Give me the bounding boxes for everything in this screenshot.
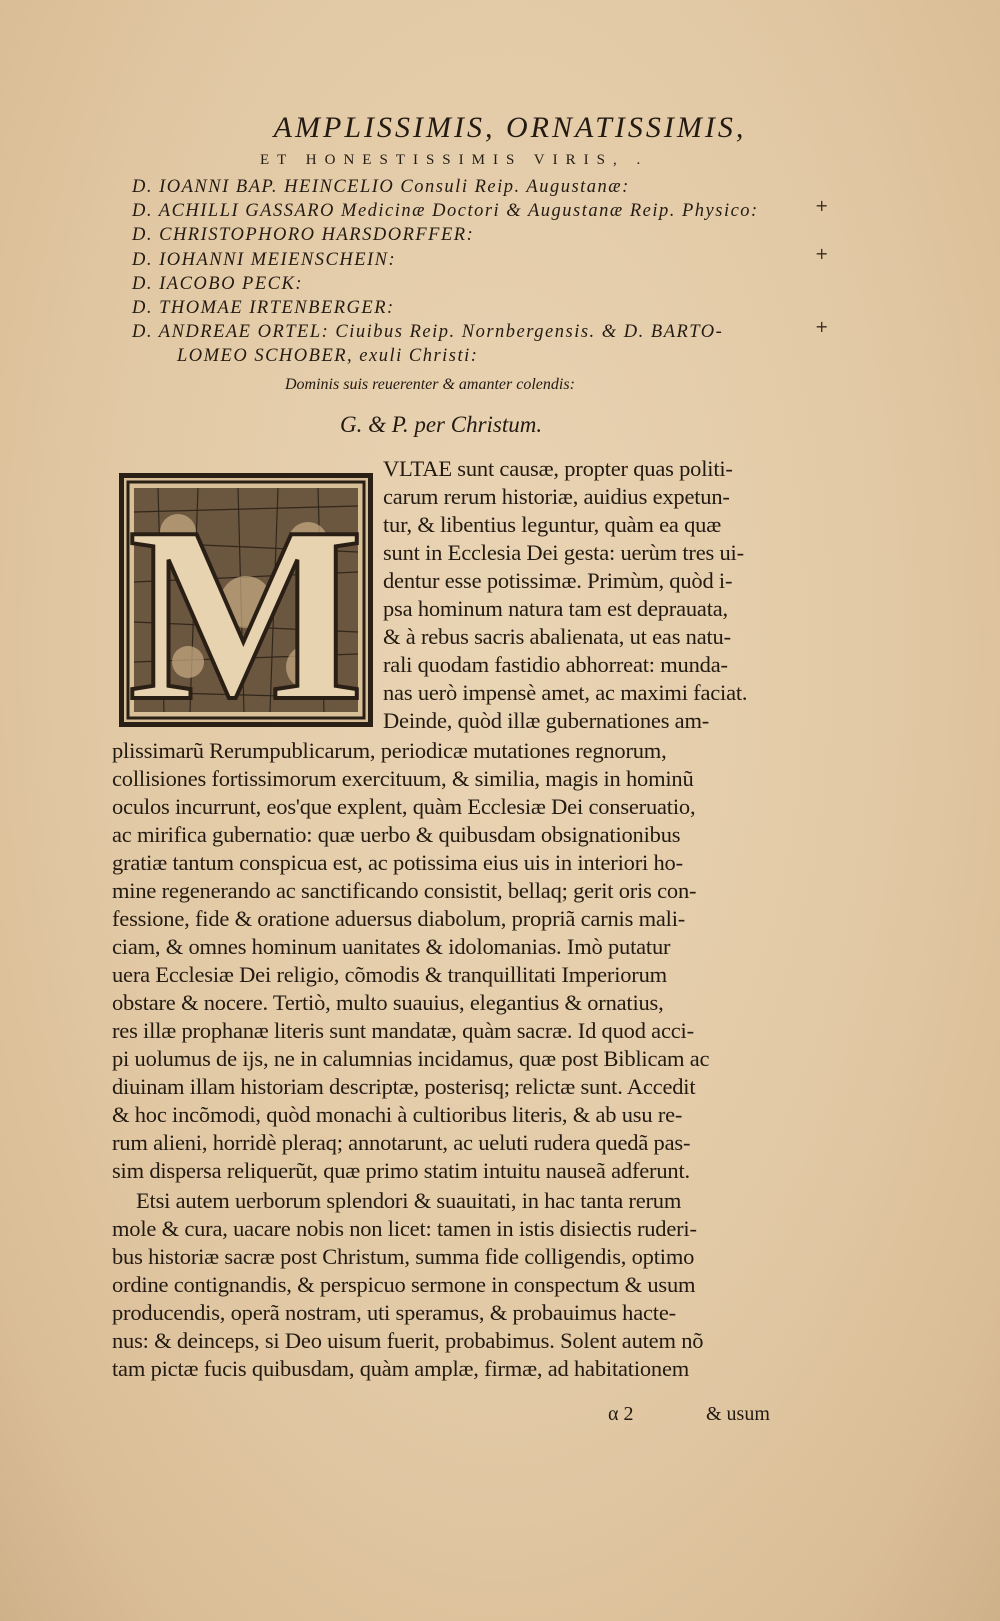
text-line: VLTAE sunt causæ, propter quas politi- (383, 456, 733, 481)
text-line: fessione, fide & oratione aduersus diabolum, propriã carnis mali- (112, 906, 686, 931)
dedication-title: AMPLISSIMIS, ORNATISSIMIS, (273, 111, 747, 144)
dedicatee: D. CHRISTOPHORO HARSDORFFER: (132, 225, 475, 246)
text-line: psa hominum natura tam est deprauata, (383, 596, 728, 621)
text-line: dentur esse potissimæ. Primùm, quòd i- (383, 568, 733, 593)
text-line: collisiones fortissimorum exercituum, & similia, magis in hominũ (112, 766, 694, 791)
text-line: gratiæ tantum conspicua est, ac potissima eius uis in interiori ho- (112, 850, 683, 875)
text-line: pi uolumus de ijs, ne in calumnias incidamus, quæ post Biblicam ac (112, 1046, 710, 1071)
dedicatee: D. THOMAE IRTENBERGER: (132, 298, 395, 319)
initial-letter: M (128, 476, 364, 728)
text-line: ciam, & omnes hominum uanitates & idolomanias. Imò putatur (112, 934, 671, 959)
marginal-mark: + (815, 244, 829, 263)
greeting-line: G. & P. per Christum. (340, 412, 543, 437)
text-line: res illæ prophanæ literis sunt mandatæ, quàm sacræ. Id quod acci- (112, 1018, 694, 1043)
text-line: producendis, operã nostram, uti speramus, & probauimus hacte- (112, 1300, 676, 1325)
text-line: ordine contignandis, & perspicuo sermone in conspectum & usum (112, 1272, 696, 1297)
text-line: mine regenerando ac sanctificando consistit, bellaq; gerit oris con- (112, 878, 697, 903)
text-line: ac mirifica gubernatio: quæ uerbo & quibusdam obsignationibus (112, 822, 681, 847)
text-line: & hoc incõmodi, quòd monachi à cultioribus literis, & ab usu re- (112, 1102, 683, 1127)
catchword: & usum (706, 1403, 770, 1425)
text-line: nas uerò impensè amet, ac maximi faciat. (383, 680, 748, 705)
signature-mark: α 2 (608, 1403, 634, 1425)
dedicatee: D. IOHANNI MEIENSCHEIN: (132, 249, 397, 270)
marginal-mark: + (815, 196, 829, 215)
dedication-salutation: Dominis suis reuerenter & amanter colendis: (285, 376, 575, 393)
text-line: tam pictæ fucis quibusdam, quàm amplæ, firmæ, ad habitationem (112, 1356, 690, 1381)
dedicatee: D. IOANNI BAP. HEINCELIO Consuli Reip. Augustanæ: (132, 177, 630, 197)
text-line: mole & cura, uacare nobis non licet: tamen in istis disiectis ruderi- (112, 1216, 697, 1241)
text-line: sim dispersa reliquerũt, quæ primo statim intuitu nauseã adferunt. (112, 1158, 690, 1183)
text-line: sunt in Ecclesia Dei gesta: uerùm tres ui- (383, 540, 744, 565)
dedication-subtitle: ET HONESTISSIMIS VIRIS, . (260, 152, 649, 168)
text-line: rum alieni, horridè pleraq; annotarunt, ac ueluti rudera quedã pas- (112, 1130, 691, 1155)
dedicatee: D. ANDREAE ORTEL: Ciuibus Reip. Nornbergensis. & D. BARTO- LOMEO SCHOBER, exuli Christi: (132, 322, 724, 367)
text-line: bus historiæ sacræ post Christum, summa fide colligendis, optimo (112, 1244, 695, 1269)
text-line: carum rerum historiæ, auidius expetun- (383, 484, 730, 509)
text-line: uera Ecclesiæ Dei religio, cõmodis & tranquillitati Imperiorum (112, 962, 667, 987)
text-line: tur, & libentius leguntur, quàm ea quæ (383, 512, 722, 537)
text-line: Deinde, quòd illæ gubernationes am- (383, 708, 710, 733)
text-line: obstare & nocere. Tertiò, multo suauius, elegantius & ornatius, (112, 990, 664, 1015)
text-line: rali quodam fastidio abhorreat: munda- (383, 652, 728, 677)
dedicatee: D. IACOBO PECK: (132, 273, 303, 294)
text-line: Etsi autem uerborum splendori & suauitati, in hac tanta rerum (136, 1188, 682, 1213)
text-line: plissimarũ Rerumpublicarum, periodicæ mutationes regnorum, (112, 738, 667, 763)
text-line: oculos incurrunt, eos'que explent, quàm Ecclesiæ Dei conseruatio, (112, 794, 696, 819)
text-line: diuinam illam historiam descriptæ, posterisq; relictæ sunt. Accedit (112, 1074, 696, 1099)
marginal-mark: + (815, 317, 829, 336)
dedicatee: D. ACHILLI GASSARO Medicinæ Doctori & Augustanæ Reip. Physico: (132, 201, 759, 222)
text-line: nus: & deinceps, si Deo uisum fuerit, probabimus. Solent autem nõ (112, 1328, 704, 1353)
text-line: & à rebus sacris abalienata, ut eas natu- (383, 624, 731, 649)
